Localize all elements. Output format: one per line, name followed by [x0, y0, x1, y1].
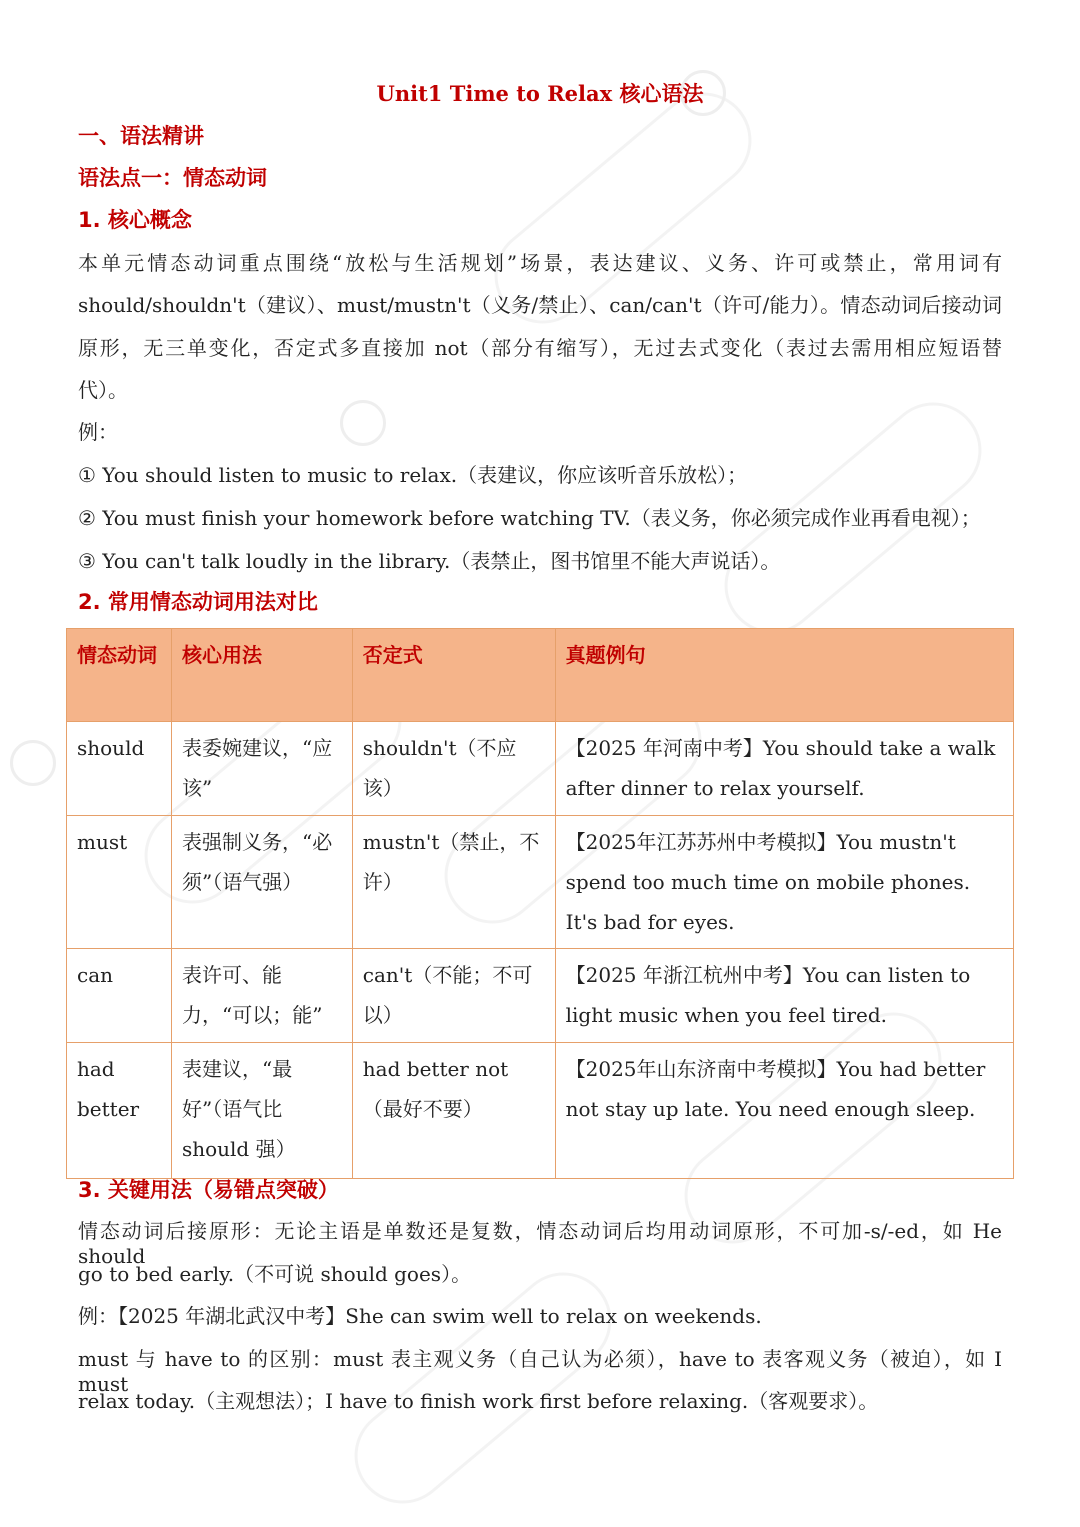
cell-usage: 表建议，“最好”（语气比 should 强）	[171, 1043, 352, 1179]
cell-negative: can't（不能；不可以）	[352, 949, 555, 1043]
grammar-point-heading: 语法点一：情态动词	[78, 166, 267, 190]
subheading-core-concept: 1. 核心概念	[78, 208, 192, 232]
cell-example: 【2025年山东济南中考模拟】You had better not stay up late. You need enough sleep.	[555, 1043, 1013, 1179]
cell-example: 【2025年江苏苏州中考模拟】You mustn't spend too much time on mobile phones. It's bad for eyes.	[555, 816, 1013, 949]
cell-modal: had better	[67, 1043, 172, 1179]
key-usage-line: relax today.（主观想法）；I have to finish work first before relaxing.（客观要求）。	[78, 1389, 879, 1413]
example-item: ③ You can't talk loudly in the library.（表禁止，图书馆里不能大声说话）。	[78, 549, 781, 573]
cell-usage: 表许可、能力，“可以；能”	[171, 949, 352, 1043]
cell-modal: can	[67, 949, 172, 1043]
cell-negative: had better not（最好不要）	[352, 1043, 555, 1179]
example-label: 例：	[78, 420, 118, 444]
key-usage-line: 例：【2025 年湖北武汉中考】She can swim well to relax on weekends.	[78, 1304, 762, 1328]
table-row	[67, 722, 1014, 816]
cell-usage: 表委婉建议，“应该”	[171, 722, 352, 816]
concept-line: 原形，无三单变化，否定式多直接加 not（部分有缩写），无过去式变化（表过去需用相应短语替	[78, 336, 1002, 360]
key-usage-line: go to bed early.（不可说 should goes）。	[78, 1262, 472, 1286]
modal-verb-table	[66, 628, 1014, 1179]
cell-example: 【2025 年河南中考】You should take a walk after dinner to relax yourself.	[555, 722, 1013, 816]
cell-modal: should	[67, 722, 172, 816]
page-title: Unit1 Time to Relax 核心语法	[376, 81, 704, 106]
table-row	[67, 949, 1014, 1043]
subheading-key-usage: 3. 关键用法（易错点突破）	[78, 1178, 339, 1202]
header-usage: 核心用法	[171, 629, 352, 722]
key-usage-line: must 与 have to 的区别：must 表主观义务（自己认为必须），have to 表客观义务（被迫），如 I must	[78, 1347, 1002, 1396]
concept-line: 本单元情态动词重点围绕“放松与生活规划”场景，表达建议、义务、许可或禁止，常用词有	[78, 251, 1002, 275]
cell-usage: 表强制义务，“必须”（语气强）	[171, 816, 352, 949]
example-item: ① You should listen to music to relax.（表建议，你应该听音乐放松）；	[78, 463, 748, 487]
concept-line: 代）。	[78, 378, 128, 402]
cell-negative: mustn't（禁止，不许）	[352, 816, 555, 949]
watermark-logo-icon	[10, 740, 56, 786]
concept-line: should/shouldn't（建议）、must/mustn't（义务/禁止）、can/can't（许可/能力）。情态动词后接动词	[78, 293, 1002, 317]
table-header-row	[67, 629, 1014, 722]
watermark-logo-icon	[340, 400, 386, 446]
section-heading: 一、语法精讲	[78, 124, 204, 148]
table-row	[67, 816, 1014, 949]
subheading-modal-comparison: 2. 常用情态动词用法对比	[78, 590, 318, 614]
header-modal: 情态动词	[67, 629, 172, 722]
header-example: 真题例句	[555, 629, 1013, 722]
cell-modal: must	[67, 816, 172, 949]
example-item: ② You must finish your homework before watching TV.（表义务，你必须完成作业再看电视）；	[78, 506, 981, 530]
header-negative: 否定式	[352, 629, 555, 722]
cell-negative: shouldn't（不应该）	[352, 722, 555, 816]
key-usage-line: 情态动词后接原形：无论主语是单数还是复数，情态动词后均用动词原形，不可加-s/-ed，如 He should	[78, 1219, 1002, 1268]
cell-example: 【2025 年浙江杭州中考】You can listen to light music when you feel tired.	[555, 949, 1013, 1043]
table-row	[67, 1043, 1014, 1179]
